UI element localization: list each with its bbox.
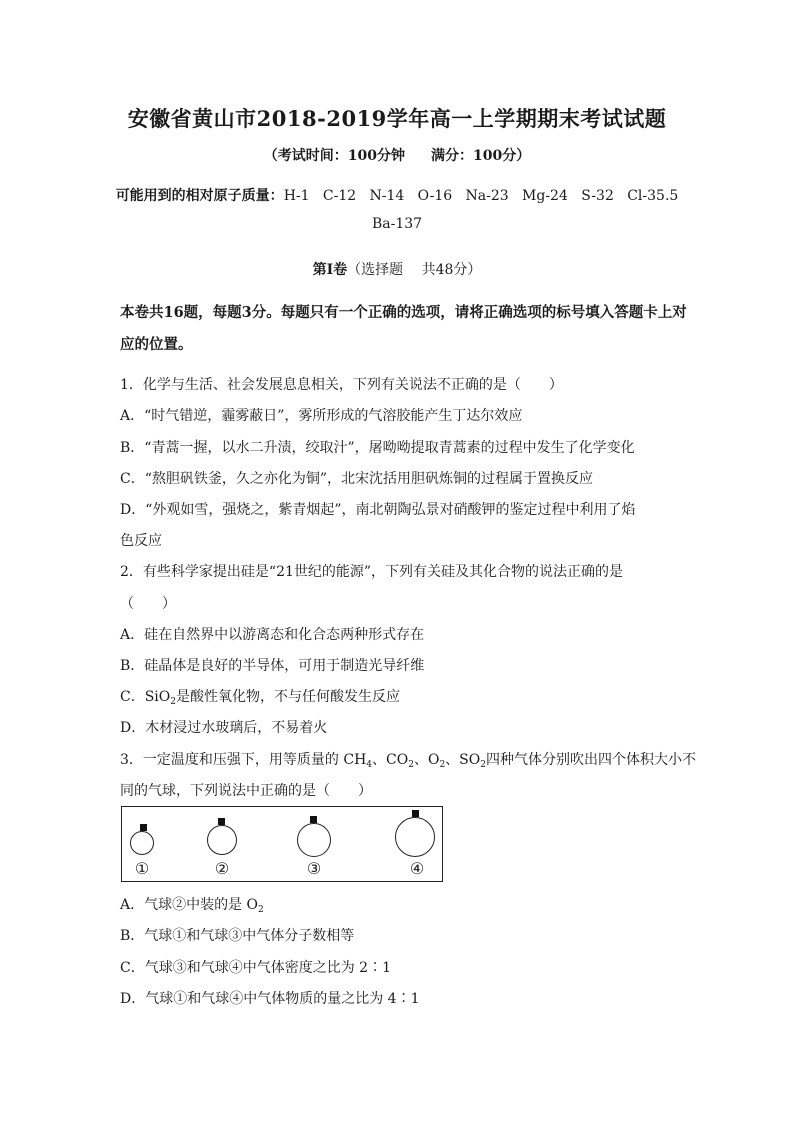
subscript: 4 [366, 760, 373, 770]
balloon-2-knot [218, 818, 225, 825]
question-3-option-d: D．气球①和气球④中气体物质的量之比为 4∶1 [120, 991, 420, 1007]
question-3-stem [120, 749, 696, 770]
subscript: 2 [258, 905, 264, 915]
question-2-option-a: A．硅在自然界中以游离态和化合态两种形式存在 [120, 627, 425, 643]
instructions-line-2: 应的位置。 [120, 336, 193, 353]
balloon-figure [121, 806, 443, 882]
balloon-4 [395, 817, 435, 857]
question-3-option-a-text: A．气球②中装的是 O [120, 897, 259, 913]
balloon-3 [297, 823, 331, 857]
subscript: 2 [408, 760, 414, 770]
subscript: 2 [170, 697, 176, 707]
stem-part: 、CO [372, 752, 409, 768]
atomic-mass-line-2: Ba-137 [371, 216, 423, 232]
balloon-2 [207, 825, 237, 855]
balloon-1-label: ① [134, 859, 150, 878]
balloon-3-knot [310, 816, 317, 823]
exam-score: 满分：100分） [431, 148, 531, 164]
question-2-option-c-prefix: C．SiO [120, 689, 171, 705]
question-2-option-b: B．硅晶体是良好的半导体，可用于制造光导纤维 [120, 658, 425, 674]
question-1-option-d-cont: 色反应 [120, 533, 162, 549]
stem-part: 、SO [445, 752, 481, 768]
question-1-option-d: D．“外观如雪，强烧之，紫青烟起”，南北朝陶弘景对硝酸钾的鉴定过程中利用了焰 [120, 502, 636, 518]
question-3-option-c: C．气球③和气球④中气体密度之比为 2∶1 [120, 960, 391, 976]
question-2-option-c-text: 是酸性氧化物，不与任何酸发生反应 [176, 689, 400, 705]
question-1-stem: 1．化学与生活、社会发展息息相关，下列有关说法不正确的是（ ） [120, 377, 563, 393]
balloon-4-knot [412, 810, 419, 817]
exam-title: 安徽省黄山市2018-2019学年高一上学期期末考试试题 [127, 106, 667, 131]
balloon-1 [130, 831, 154, 855]
section-name: 第Ⅰ卷 [312, 262, 348, 278]
balloon-1-knot [140, 824, 147, 831]
question-2-option-c [120, 686, 400, 707]
question-1-option-a: A．“时气错逆，霾雾蔽日”，雾所形成的气溶胶能产生丁达尔效应 [120, 408, 523, 424]
atomic-mass-line [0, 185, 794, 205]
exam-time: （考试时间：100分钟 [263, 148, 405, 164]
stem-part: 3．一定温度和压强下，用等质量的 CH [120, 752, 367, 768]
subscript: 2 [439, 760, 446, 770]
atomic-mass-label: 可能用到的相对原子质量： [115, 188, 284, 204]
subscript: 2 [480, 760, 486, 770]
question-2-stem: 2．有些科学家提出硅是“21世纪的能源”，下列有关硅及其化合物的说法正确的是 [120, 564, 624, 580]
question-2-stem-cont: （ ） [120, 596, 176, 612]
stem-part: 、O [413, 752, 440, 768]
question-3-option-a [120, 894, 264, 915]
balloon-2-label: ② [214, 859, 230, 878]
instructions-line-1: 本卷共16题，每题3分。每题只有一个正确的选项，请将正确选项的标号填入答题卡上对 [120, 304, 687, 321]
balloon-4-label: ④ [409, 859, 425, 878]
question-1-option-b: B．“青蒿一握，以水二升渍，绞取汁”，屠呦呦提取青蒿素的过程中发生了化学变化 [120, 440, 635, 456]
balloon-3-label: ③ [306, 859, 322, 878]
section-detail: （选择题 共48分） [347, 262, 482, 278]
question-1-option-c: C．“熬胆矾铁釜，久之亦化为铜”，北宋沈括用胆矾炼铜的过程属于置换反应 [120, 471, 594, 487]
exam-subtitle [0, 145, 794, 165]
atomic-mass-values: H-1 C-12 N-14 O-16 Na-23 Mg-24 S-32 Cl-35.5 [283, 188, 679, 204]
stem-part: 四种气体分别吹出四个体积大小不 [485, 752, 696, 768]
question-3-stem-cont: 同的气球，下列说法中正确的是（ ） [120, 783, 372, 799]
section-heading [0, 259, 794, 279]
question-2-option-d: D．木材浸过水玻璃后，不易着火 [120, 720, 328, 736]
question-3-option-b: B．气球①和气球③中气体分子数相等 [120, 928, 355, 944]
